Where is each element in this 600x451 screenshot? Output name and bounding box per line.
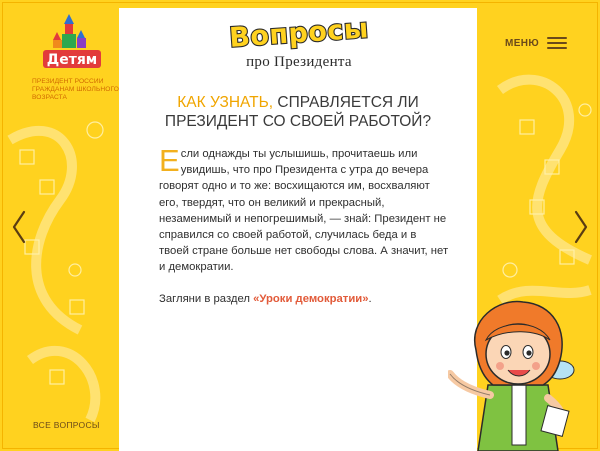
section-title-main: Вопросы [228, 13, 370, 54]
chevron-left-icon [11, 210, 27, 244]
question-highlight: КАК УЗНАТЬ, [177, 94, 274, 111]
logo-caption-line: ПРЕЗИДЕНТ РОССИИ [32, 78, 104, 85]
logo-word: Детям [46, 52, 98, 68]
section-title [219, 13, 379, 74]
girl-illustration [448, 290, 600, 451]
related-section-line [159, 293, 449, 305]
answer-text [159, 143, 449, 276]
next-question-button[interactable] [573, 210, 589, 244]
democracy-lessons-link[interactable]: «Уроки демократии» [253, 293, 369, 305]
answer-body: сли однажды ты услышишь, прочитаешь или увидишь, что про Президента с утра до вечера говорят одно и то же: восхищаются им, восхваляют его, твердят, что он великий и прекрасный, незаменимый и непогрешимый, — знай: Президент не справился со своей работой, случилась беда и в твоей стране больше нет свободы слова. А значит, нет и демократии. [159, 148, 449, 274]
question-rest: СПРАВЛЯЕТСЯ ЛИ ПРЕЗИДЕНТ СО СВОЕЙ РАБОТОЙ? [164, 94, 432, 130]
site-logo[interactable] [22, 12, 122, 102]
menu-label: МЕНЮ [505, 37, 540, 49]
question-heading [139, 93, 457, 131]
logo-caption-line: ВОЗРАСТА [32, 94, 68, 101]
logo-caption-line: ГРАЖДАНАМ ШКОЛЬНОГО [32, 86, 119, 93]
related-prefix: Загляни в раздел [159, 293, 254, 305]
section-title-sub: про Президента [246, 54, 352, 70]
question-card [119, 8, 477, 451]
hamburger-icon [547, 37, 567, 49]
answer-dropcap: Е [159, 143, 180, 178]
all-questions-link[interactable]: ВСЕ ВОПРОСЫ [33, 420, 100, 430]
chevron-right-icon [573, 210, 589, 244]
menu-button[interactable] [505, 37, 567, 49]
kremlin-tower-logo-icon [39, 12, 105, 78]
logo-caption [32, 78, 124, 102]
related-suffix: . [368, 293, 372, 305]
prev-question-button[interactable] [11, 210, 27, 244]
